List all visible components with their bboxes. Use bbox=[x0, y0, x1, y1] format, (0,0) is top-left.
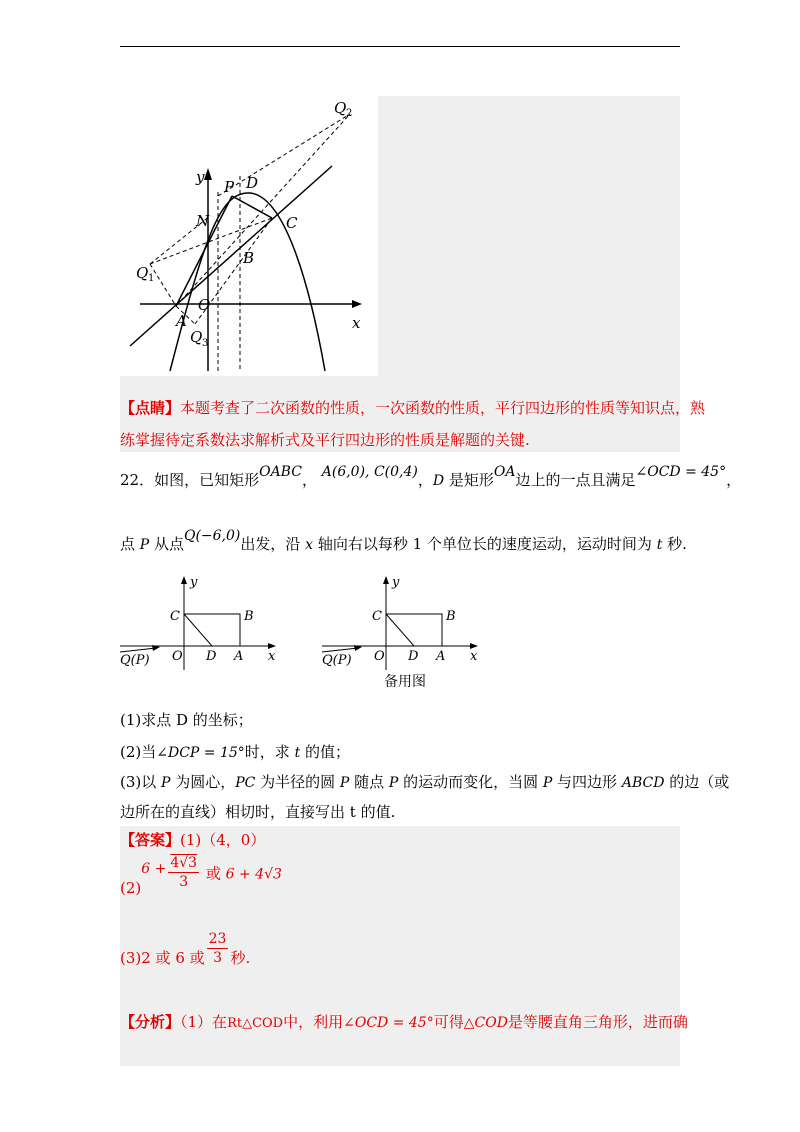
answer-2: (2)6 + $\frac{4√3}{3}$ 或 6 + 4√3 bbox=[120, 855, 282, 897]
rectangle-figure-right bbox=[320, 574, 485, 674]
label-n: N bbox=[196, 212, 210, 230]
left-label-a: A bbox=[234, 649, 244, 664]
left-label-o: O bbox=[172, 649, 183, 664]
answer-1: 【答案】(1)（4，0） bbox=[120, 831, 266, 849]
label-d: D bbox=[246, 174, 259, 192]
problem-line-2: 点 P 从点Q(−6,0)出发，沿 x 轴向右以每秒 1 个单位长的速度运动，运动时间为 t 秒. bbox=[120, 528, 687, 553]
label-q1: Q bbox=[136, 264, 149, 282]
figure-side-panel bbox=[378, 96, 680, 376]
label-y: y bbox=[196, 168, 205, 186]
question-3-line-2: 边所在的直线）相切时，直接写出 t 的值. bbox=[120, 803, 396, 821]
label-q2: Q bbox=[334, 99, 347, 117]
rectangle-figure-left bbox=[118, 574, 283, 674]
label-q1-sub: 1 bbox=[148, 273, 155, 284]
question-3-line-1: (3)以 P 为圆心，PC 为半径的圆 P 随点 P 的运动而变化，当圆 P 与四边形 ABCD 的边（或 bbox=[120, 773, 730, 791]
question-2: (2)当∠DCP = 15°时，求 t 的值； bbox=[120, 743, 350, 761]
problem-line-1: 22．如图，已知矩形OABC， A(6,0), C(0,4)，D 是矩形OA边上的一点且满足∠OCD = 45°， bbox=[120, 464, 742, 489]
right-label-y: y bbox=[392, 575, 400, 590]
right-label-c: C bbox=[372, 609, 382, 624]
label-x: x bbox=[352, 314, 361, 332]
left-label-x: x bbox=[268, 649, 276, 664]
header-rule bbox=[120, 46, 680, 47]
label-c: C bbox=[286, 214, 298, 232]
left-label-qp: Q(P) bbox=[120, 653, 150, 668]
label-p: P bbox=[224, 178, 235, 196]
right-label-x: x bbox=[470, 649, 478, 664]
comment-line-1: 【点睛】本题考查了二次函数的性质，一次函数的性质，平行四边形的性质等知识点，熟 bbox=[120, 399, 706, 417]
left-label-y: y bbox=[190, 575, 198, 590]
left-label-d: D bbox=[206, 649, 217, 664]
right-label-o: O bbox=[374, 649, 385, 664]
right-label-d: D bbox=[408, 649, 419, 664]
right-label-a: A bbox=[436, 649, 446, 664]
left-label-b: B bbox=[244, 609, 254, 624]
analysis-line: 【分析】（1）在Rt△COD中，利用∠OCD = 45°可得△COD是等腰直角三角形，进而确 bbox=[120, 1013, 688, 1031]
left-label-c: C bbox=[170, 609, 180, 624]
right-label-qp: Q(P) bbox=[322, 653, 352, 668]
label-q3-sub: 3 bbox=[202, 338, 209, 349]
answer-3: (3)2 或 6 或 $\frac{23}{3}$ 秒. bbox=[120, 931, 251, 967]
label-o: O bbox=[198, 296, 211, 314]
label-b: B bbox=[243, 249, 255, 267]
comment-line-2: 练掌握待定系数法求解析式及平行四边形的性质是解题的关键. bbox=[120, 431, 530, 449]
label-q2-sub: 2 bbox=[346, 108, 353, 119]
label-q3: Q bbox=[190, 328, 203, 346]
parabola-figure bbox=[120, 96, 380, 376]
label-a: A bbox=[176, 312, 187, 330]
right-label-b: B bbox=[446, 609, 456, 624]
question-1: (1)求点 D 的坐标； bbox=[120, 711, 253, 729]
backup-figure-caption: 备用图 bbox=[384, 674, 426, 690]
